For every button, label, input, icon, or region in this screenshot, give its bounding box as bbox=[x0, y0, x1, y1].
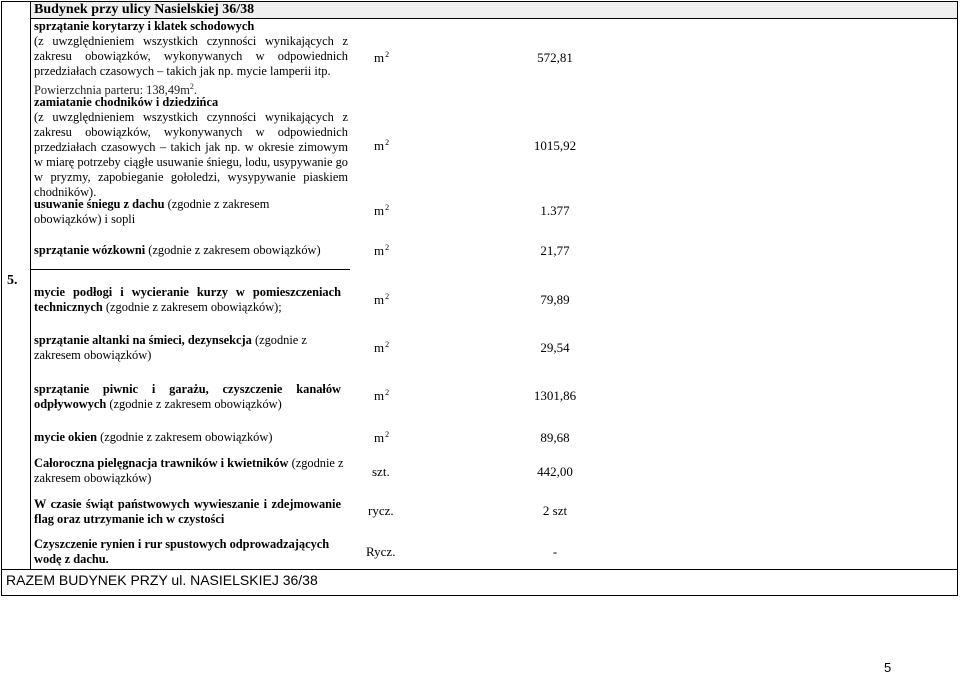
item-description bbox=[34, 19, 348, 98]
item-description bbox=[34, 95, 348, 200]
item-description bbox=[34, 537, 344, 567]
section-divider bbox=[30, 269, 350, 270]
item-value: 29,54 bbox=[540, 340, 570, 355]
item-description bbox=[34, 333, 319, 363]
item-desc: (z uwzględnieniem wszystkich czynności wynikających z zakresu obowiązków, wykonywanych w odpowiednich przedziałach czasowych – takich jak np. w okresie zimowym w miarę potrzeby ciągłe usuwanie śniegu, lodu, usypywanie go w pryzmy, zapobieganie gołoledzi, wysypywanie piaskiem chodników). bbox=[34, 110, 348, 199]
building-title: Budynek przy ulicy Nasielskiej 36/38 bbox=[34, 2, 255, 17]
item-value: - bbox=[552, 544, 558, 559]
item-value: 1301,86 bbox=[533, 388, 577, 403]
item-desc: (zgodnie z zakresem obowiązków) bbox=[34, 456, 344, 485]
item-description bbox=[34, 382, 341, 412]
item-value: 442,00 bbox=[537, 464, 573, 479]
item-desc: (zgodnie z zakresem obowiązków) bbox=[106, 397, 282, 411]
page-number: 5 bbox=[884, 660, 892, 675]
item-unit: $m^2$ bbox=[374, 430, 390, 445]
item-unit: szt. bbox=[372, 464, 390, 479]
item-unit: $m^2$ bbox=[374, 292, 390, 307]
item-desc: (zgodnie z zakresem obowiązków) i sopli bbox=[34, 197, 270, 226]
item-unit: $m^2$ bbox=[374, 203, 390, 218]
item-title: Czyszczenie rynien i rur spustowych odprowadzających wodę z dachu. bbox=[34, 537, 330, 566]
item-title: sprzątanie altanki na śmieci, dezynsekcja bbox=[34, 333, 252, 347]
item-value: 572,81 bbox=[537, 50, 573, 65]
item-desc: (z uwzględnieniem wszystkich czynności wynikających z zakresu obowiązków, wykonywanych w odpowiednich przedziałach czasowych – takich jak np. mycie lamperii itp. bbox=[34, 34, 348, 78]
item-title: Całoroczna pielęgnacja trawników i kwietników bbox=[34, 456, 289, 470]
item-description bbox=[34, 430, 354, 445]
item-unit: $m^2$ bbox=[374, 50, 390, 65]
item-value: 1.377 bbox=[540, 203, 570, 218]
item-title: zamiatanie chodników i dziedzińca bbox=[34, 95, 219, 109]
item-unit: rycz. bbox=[368, 503, 394, 518]
item-unit: Rycz. bbox=[366, 544, 396, 559]
item-unit: $m^2$ bbox=[374, 138, 390, 153]
item-title: mycie okien bbox=[34, 430, 97, 444]
item-value: 79,89 bbox=[540, 292, 570, 307]
item-desc: (zgodnie z zakresem obowiązków) bbox=[96, 430, 273, 444]
item-value: 1015,92 bbox=[533, 138, 577, 153]
item-description bbox=[34, 456, 344, 486]
item-desc: (zgodnie z zakresem obowiązków); bbox=[102, 300, 282, 314]
item-title: usuwanie śniegu z dachu bbox=[34, 197, 165, 211]
item-title: sprzątanie piwnic i garażu, czyszczenie kanałów odpływowych bbox=[34, 382, 341, 411]
item-description bbox=[34, 243, 354, 258]
item-desc: (zgodnie z zakresem obowiązków) bbox=[34, 333, 307, 362]
total-divider bbox=[1, 569, 958, 570]
item-value: 2 szt bbox=[542, 503, 568, 518]
item-unit: $m^2$ bbox=[374, 340, 390, 355]
item-value: 89,68 bbox=[540, 430, 570, 445]
item-unit: $m^2$ bbox=[374, 243, 390, 258]
row-number: 5. bbox=[7, 273, 18, 288]
total-label: RAZEM BUDYNEK PRZY ul. NASIELSKIEJ 36/38 bbox=[6, 572, 318, 588]
item-description bbox=[34, 285, 341, 315]
item-title: sprzątanie wózkowni bbox=[34, 243, 146, 257]
item-description bbox=[34, 197, 294, 227]
item-value: 21,77 bbox=[540, 243, 570, 258]
item-desc: (zgodnie z zakresem obowiązków) bbox=[145, 243, 321, 257]
item-title: mycie podłogi i wycieranie kurzy w pomieszczeniach technicznych bbox=[34, 285, 341, 314]
number-column-divider bbox=[30, 1, 31, 570]
item-title: sprzątanie korytarzy i klatek schodowych bbox=[34, 19, 255, 33]
item-description bbox=[34, 497, 341, 527]
item-note: Powierzchnia parteru: $138,49m^2$. bbox=[34, 82, 197, 97]
item-unit: $m^2$ bbox=[374, 388, 390, 403]
item-title: W czasie świąt państwowych wywieszanie i zdejmowanie flag oraz utrzymanie ich w czystości bbox=[34, 497, 341, 526]
